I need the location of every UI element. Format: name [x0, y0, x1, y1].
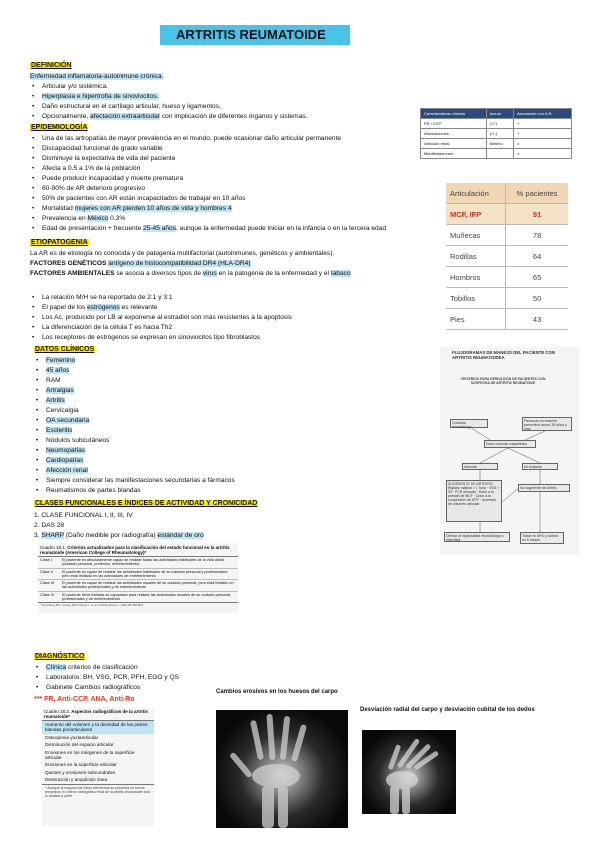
clinical-table-header: Asociación con A.R.	[513, 109, 571, 119]
cuadro-radiografico-item: Osteopenia yuxtaarticular	[45, 734, 99, 740]
heading-diagnostico: DIAGNÓSTICO	[35, 653, 85, 660]
etio-bullet: • La diferenciación de la célula T es hacia Th2	[30, 323, 440, 333]
xray1-caption: Cambios erosivos en los huesos del carpo	[216, 689, 338, 695]
clinical-table-cell	[486, 149, 513, 159]
epi-bullet: • Edad de presentación + frecuente 25-45 años, aunque la enfermedad puede iniciar en la infancia o en la tercera edad	[30, 224, 430, 234]
epi-bullet: • Disminuye la expectativa de vida del paciente	[30, 154, 430, 164]
datos-item: • Siempre considerar las manifestaciones secundarias a fármacos	[34, 476, 294, 486]
clinical-table-cell: (+/-)	[486, 129, 513, 139]
articulation-value: 64	[506, 246, 568, 267]
flowchart-subtitle: CRITERIOS PARA DERIVACIÓN DE PACIENTES CON SOSPECHA DE ARTRITIS REUMATOIDE	[460, 377, 546, 385]
etio-bullet: • La relación M/H se ha reportado de 2:1 y 3:1	[30, 293, 440, 303]
datos-item: • Nódulos subcutáneos	[34, 436, 294, 446]
definicion-bullet: • Articular y/o sistémica.	[30, 82, 370, 92]
datos-item: • Artritis	[34, 396, 294, 406]
section-epidemiologia	[30, 116, 430, 234]
heading-etiopatogenia: ETIOPATOGENIA	[31, 239, 88, 246]
etio-bullet: • Los receptores de estrógenos se expresan en sinoviocitos tipo fibroblastos	[30, 333, 440, 343]
cuadro-funcional-row: Clase III El paciente es capaz de realizar las actividades usuales de su cuidado personal, pero está limitado en las actividades profesionales y de entretenimiento	[38, 580, 238, 592]
clinical-table-cell: +	[513, 119, 571, 129]
xray-deviation-image	[362, 730, 456, 814]
epi-bullet: • Mortalidad mujeres con AR pierden 10 años de vida y hombres 4	[30, 204, 430, 214]
articulation-value: 65	[506, 267, 568, 288]
datos-item: • Cervicalgia	[34, 406, 294, 416]
diagnostico-item: • Gabinete Cambios radiográficos	[34, 683, 234, 693]
articulation-header: Articulación	[446, 183, 506, 204]
diagnostico-item: • Laboratorio: BH, VSG, PCR, PFH, EGO y QS	[34, 673, 234, 683]
clases-item: 1. CLASE FUNCIONAL I, II, III, IV	[34, 512, 133, 519]
heading-epidemiologia: EPIDEMIOLOGÍA	[31, 124, 88, 131]
xray-carpal-image	[216, 710, 348, 828]
clinical-table-cell: FR / CCP	[421, 119, 487, 129]
datos-item: • Artralgias	[34, 386, 294, 396]
epi-bullet: • 50% de pacientes con AR están incapacitados de trabajar en 10 años	[30, 194, 430, 204]
cuadro-radiografico	[42, 708, 154, 826]
articulation-cell: Hombros	[446, 267, 506, 288]
articulation-value: 50	[506, 288, 568, 309]
epi-bullet: • 60-90% de AR deterioro progresivo	[30, 184, 430, 194]
definicion-bullet: • Daño estructural en el cartílago articular, hueso y ligamentos,	[30, 102, 370, 112]
factores-geneticos: FACTORES GENÉTICOS antígeno de histocompatibilidad DR4 (HLA-DR4)	[30, 260, 251, 267]
articulation-value: 43	[506, 309, 568, 330]
clinical-table-cell: ±	[513, 139, 571, 149]
flowchart-title: FLUJOGRAMAS DE MANEJO DEL PACIENTE CON ARTRITIS REUMATOIDEA	[452, 350, 555, 360]
cuadro-radiografico-item: Aumento del volumen y la densidad de las partes blandas periarticulares	[42, 721, 154, 734]
cuadro-funcional-row: Clase II El paciente es capaz de realizar las actividades habituales de su cuidado personal y profesionales, pero está limitado en las actividades de entretenimiento	[38, 569, 238, 581]
datos-item: • RAM	[34, 376, 294, 386]
datos-item: • Cardiopatías	[34, 456, 294, 466]
diagnostico-item: • Clínica criterios de clasificación	[34, 663, 234, 673]
clinical-table-header: Actual	[486, 109, 513, 119]
clinical-table	[420, 108, 572, 170]
epi-bullet: • Puede producir incapacidad y muerte prematura	[30, 174, 430, 184]
clinical-table-cell: Afección renal	[421, 139, 487, 149]
cuadro-radiografico-foot: * Aunque la mayoría de estos elementos se presenta en forma temprana, el criterio radiográfico final de la artritis reumatoide solo lo analiza a partir	[45, 785, 151, 799]
flow-node: SUGERENTE DE ARTRITIS · Rigidez matinal > 1 hora · VSG > 30 · PCR elevada · Dolor a la presión de MCF · Dolor a la compresión de MTF · Aumento de volumen articular	[446, 480, 502, 522]
datos-item: • 45 años	[34, 366, 294, 376]
xray-hand-bones	[216, 710, 348, 828]
cuadro-funcional-title: Cuadro 18.1. Criterios actualizados para la clasificación del estado funcional en la artritis reumatoide (American College of Rheumatology)*	[40, 545, 230, 555]
epi-bullet: • Discapacidad funcional de grado variable	[30, 144, 430, 154]
cuadro-funcional-row: Clase IV El paciente tiene limitada su capacidad para realizar las actividades usuales de su cuidado personal, profesionales y de entretenimiento	[38, 592, 238, 604]
articulation-cell: Tobillos	[446, 288, 506, 309]
cuadro-radiografico-item: Erosiones en los márgenes de la superficie articular	[45, 749, 135, 761]
datos-item: • Reumatismos de partes blandas	[34, 486, 294, 496]
xray-deviation-bones	[362, 730, 456, 814]
datos-item: • OA secundaria	[34, 416, 294, 426]
diagnostico-markers: *** FR, Anti-CCP, ANA, Anti-Ro	[34, 696, 135, 703]
articulation-cell: Rodillas	[446, 246, 506, 267]
flow-node: No Articular	[522, 463, 558, 470]
datos-item: • Femenino	[34, 356, 294, 366]
heading-definicion: DEFINICIÓN	[31, 62, 72, 69]
articulation-table	[446, 183, 568, 330]
flow-node: Articular	[462, 463, 498, 470]
cuadro-funcional-foot: * Hochberg MC, Chang RW, Dwosh I, et al. Arthritis Rheum. 1992;35:498-502.	[40, 603, 144, 608]
clases-item: 3. SHARP (Daño medible por radiografía) estándar de oro	[34, 532, 204, 539]
definicion-bullet: • Hiperplasia e hipertrofia de sinoviocitos.	[30, 92, 370, 102]
cuadro-radiografico-item: Quistes y erosiones subcondrales	[45, 769, 116, 775]
articulation-cell: Muñecas	[446, 225, 506, 246]
epi-bullet: • Una de las artropatías de mayor prevalencia en el mundo, puede ocasionar daño articular permanente	[30, 134, 430, 144]
etio-bullet: • El papel de los estrógenos es relevante	[30, 303, 440, 313]
cuadro-funcional	[38, 543, 238, 613]
xray2-caption: Desviación radial del carpo y desviación cubital de los dedos	[360, 707, 535, 713]
flow-node: Dolor músculo-esquelético	[484, 440, 536, 448]
flow-node: Tratar en APS y control en 6 meses	[520, 532, 564, 544]
flowchart-figure	[440, 347, 580, 555]
clases-item: 2. DAS 28	[34, 522, 65, 529]
articulation-value: 78	[506, 225, 568, 246]
cuadro-radiografico-title: Cuadro 18.3. Aspectos radiográficos de la artritis reumatoide*	[44, 709, 149, 719]
definicion-line: Enfermedad inflamatoria-autoinmune crónica.	[30, 73, 164, 80]
articulation-header: % pacientes	[506, 183, 568, 204]
cuadro-radiografico-item: Destrucción y anquilosis ósea	[42, 776, 154, 784]
clinical-table-cell: Manifestaciones	[421, 149, 487, 159]
clinical-table-cell: +	[513, 129, 571, 139]
articulation-cell: Pies	[446, 309, 506, 330]
etiopatogenia-line: La AR es de etiología no conocida y de patogenia multifactorial (autoinmunes, genéticos y ambientales).	[30, 250, 335, 257]
articulation-cell: MCF, IFP	[446, 204, 506, 225]
heading-datos-clinicos: DATOS CLÍNICOS	[35, 346, 95, 353]
epi-bullet: • Afecta a 0.5 a 1% de la población	[30, 164, 430, 174]
section-clases	[34, 492, 334, 541]
section-diagnostico	[34, 645, 234, 703]
cuadro-radiografico-item: Disminución del espacio articular	[45, 742, 114, 748]
clinical-table-header: Características clínicas	[421, 109, 487, 119]
datos-item: • Neumopatías	[34, 446, 294, 456]
flow-node: Personas en examen preventivo anual, 55 años y más	[522, 417, 572, 431]
definicion-bullet: • Opcionalmente, afectación extraarticular con implicación de diferentes órganos y sistemas.	[30, 112, 370, 122]
clinical-table-cell: (+/-)	[486, 119, 513, 129]
flow-node: Consulta reumatólogo	[450, 419, 488, 428]
xray2-caption-box	[360, 706, 560, 730]
heading-clases: CLASES FUNCIONALES E ÍNDICES DE ACTIVIDAD Y CRONICIDAD	[35, 500, 258, 507]
cuadro-radiografico-item: Erosiones en la superficie articular	[45, 762, 117, 768]
cuadro-funcional-row: Clase I El paciente es absolutamente capaz de realizar todas las actividades habituales de la vida diaria (cuidado personal, profesión, entretenimiento)	[38, 557, 238, 569]
clinical-table-cell: Articulaciones	[421, 129, 487, 139]
factores-ambientales: FACTORES AMBIENTALES se asocia a diversos tipos de virus en la patogenia de la enfermedad y el tabaco	[30, 270, 351, 277]
datos-item: • Afección renal	[34, 466, 294, 476]
section-datos-clinicos	[34, 338, 294, 496]
clinical-table-cell: Mínimo	[486, 139, 513, 149]
section-definicion	[30, 54, 370, 122]
articulation-value: 91	[506, 204, 568, 225]
section-etiopatogenia	[30, 231, 440, 343]
flow-node: No sugerente de Artritis	[518, 484, 570, 492]
flow-node: Derivar al especialista reumatólogo o internista	[444, 532, 510, 542]
page-title: ARTRITIS REUMATOIDE	[160, 25, 350, 45]
etio-bullet: • Los Ac. producido por LB al exponerse al estradiol son más resistentes a la apoptosis	[30, 313, 440, 323]
flowchart-arrows	[440, 347, 580, 555]
epi-bullet: • Prevalencia en México 0.3%	[30, 214, 430, 224]
clinical-table-cell: ±	[513, 149, 571, 159]
datos-item: • Escleritis	[34, 426, 294, 436]
